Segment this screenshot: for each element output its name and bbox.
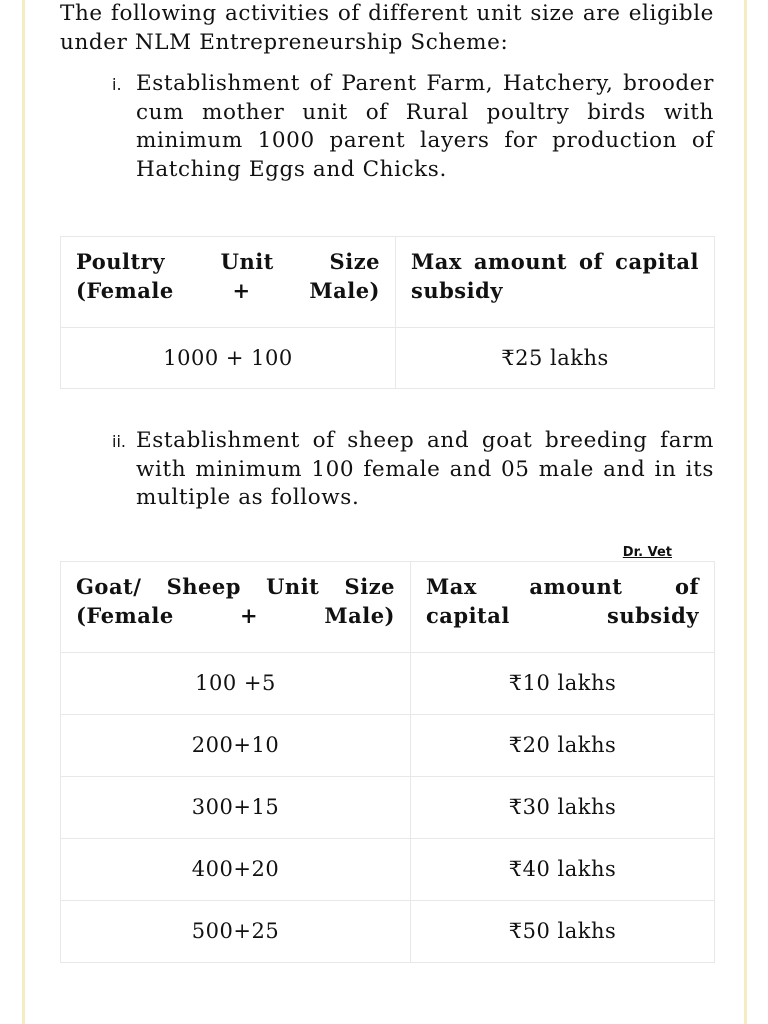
table-row [61, 776, 715, 838]
list-item-text: Establishment of sheep and goat breeding farm with minimum 100 female and 05 male and in its multiple as follows. [136, 428, 714, 510]
table-cell: 100 +5 [61, 652, 411, 714]
table-row [61, 838, 715, 900]
intro-paragraph: The following activities of different unit size are eligible under NLM Entrepreneurship Scheme: [60, 1, 714, 55]
table-row [61, 652, 715, 714]
list-item-number: i. [112, 75, 122, 94]
list-item-2 [112, 427, 714, 513]
table-header-cell: Poultry Unit Size (Female + Male) [61, 237, 396, 328]
table-cell: ₹50 lakhs [411, 900, 715, 962]
table-header-cell: Max amount of capital subsidy [411, 561, 715, 652]
table-cell: 1000 + 100 [61, 328, 396, 389]
list-item-1 [112, 70, 714, 184]
list-item-text: Establishment of Parent Farm, Hatchery, brooder cum mother unit of Rural poultry birds with minimum 1000 parent layers for production of Hatching Eggs and Chicks. [136, 71, 714, 182]
table-header-row [61, 237, 715, 328]
table-cell: 200+10 [61, 714, 411, 776]
table-header-cell: Max amount of capital subsidy [396, 237, 715, 328]
table-row [61, 714, 715, 776]
page-border-left [22, 0, 25, 1024]
page-content [60, 0, 714, 963]
watermark-label [60, 545, 672, 561]
table-cell: 400+20 [61, 838, 411, 900]
table-cell: 500+25 [61, 900, 411, 962]
table-cell: ₹40 lakhs [411, 838, 715, 900]
table-cell: ₹10 lakhs [411, 652, 715, 714]
table-cell: ₹20 lakhs [411, 714, 715, 776]
goat-sheep-subsidy-table [60, 561, 715, 963]
table-header-row [61, 561, 715, 652]
table-row [61, 900, 715, 962]
list-item-number: ii. [112, 432, 126, 451]
table-cell: ₹25 lakhs [396, 328, 715, 389]
table-header-cell: Goat/ Sheep Unit Size (Female + Male) [61, 561, 411, 652]
page-border-right [744, 0, 747, 1024]
table-cell: ₹30 lakhs [411, 776, 715, 838]
table-cell: 300+15 [61, 776, 411, 838]
poultry-subsidy-table [60, 236, 715, 389]
table-row [61, 328, 715, 389]
watermark-text: Dr. Vet [622, 544, 672, 560]
